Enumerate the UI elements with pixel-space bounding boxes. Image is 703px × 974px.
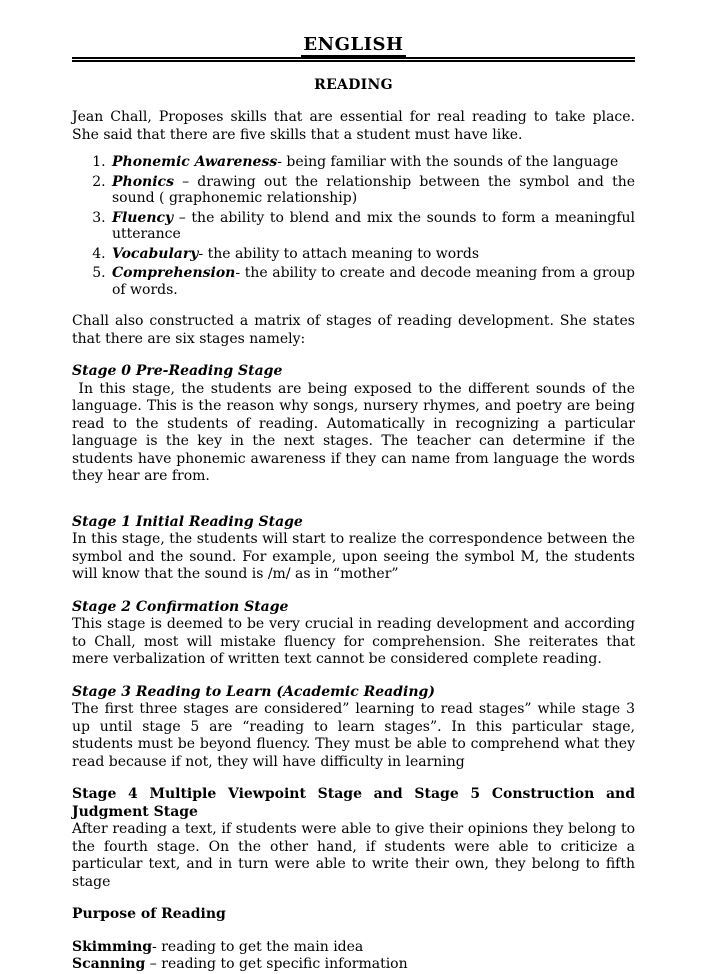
skill-term: Fluency	[112, 209, 174, 226]
stage-1-heading: Stage 1 Initial Reading Stage	[72, 513, 303, 530]
stages-intro-paragraph: Chall also constructed a matrix of stages of reading development. She states that there are six stages namely:	[72, 313, 635, 347]
skill-term: Comprehension	[112, 265, 236, 281]
purpose-items	[72, 939, 635, 974]
purpose-desc: - reading to get the main idea	[152, 938, 364, 955]
purpose-item-skimming	[72, 939, 635, 957]
stage-0-body: In this stage, the students are being exposed to the different sounds of the language. This is the reason why songs, nursery rhymes, and poetry are being read to the students of reading. Automatically in recognizing a particular language is the key in the next stages. The teacher can determine if the students have phonemic awareness if they can name from language the words they hear are from.	[72, 380, 635, 484]
stage-4-heading: Stage 4 Multiple Viewpoint Stage and Stage 5 Construction and Judgment Stage	[72, 786, 635, 820]
document-subtitle: READING	[314, 77, 393, 93]
stage-section-1	[72, 514, 635, 584]
stage-section-0	[72, 363, 635, 486]
skill-item-vocabulary	[110, 246, 635, 263]
skill-item-phonics	[110, 174, 635, 207]
purpose-desc: – reading to get specific information	[145, 956, 408, 972]
stage-2-heading: Stage 2 Confirmation Stage	[72, 598, 289, 615]
stage-3-heading: Stage 3 Reading to Learn (Academic Reading)	[72, 683, 435, 700]
skill-item-fluency	[110, 210, 635, 243]
skill-item-comprehension	[110, 265, 635, 298]
intro-paragraph: Jean Chall, Proposes skills that are essential for real reading to take place. She said that there are five skills that a student must have like.	[72, 109, 635, 143]
document-title	[72, 34, 635, 56]
skill-desc: - being familiar with the sounds of the language	[277, 154, 619, 170]
purpose-term: Scanning	[72, 956, 146, 972]
stage-section-3	[72, 684, 635, 772]
purpose-item-scanning	[72, 956, 635, 974]
stage-section-2	[72, 599, 635, 669]
skill-term: Vocabulary	[112, 245, 199, 262]
skill-term: Phonics	[112, 173, 174, 190]
stage-4-body: After reading a text, if students were able to give their opinions they belong to the fourth stage. On the other hand, if students were able to criticize a particular text, and in turn were able to write their own, they belong to fifth stage	[72, 821, 635, 890]
title-double-rule	[72, 57, 635, 62]
skill-item-phonemic-awareness	[110, 154, 635, 171]
skill-desc: – the ability to blend and mix the sounds to form a meaningful utterance	[112, 209, 635, 242]
skill-term: Phonemic Awareness	[112, 154, 278, 170]
skill-desc: – drawing out the relationship between the symbol and the sound ( graphonemic relationship)	[112, 173, 635, 206]
stage-section-4-5	[72, 786, 635, 891]
stage-0-heading: Stage 0 Pre-Reading Stage	[72, 363, 283, 379]
stage-1-body: In this stage, the students will start to realize the correspondence between the symbol and the sound. For example, upon seeing the symbol M, the students will know that the sound is /m/ as in “mother”	[72, 531, 635, 582]
skills-list	[72, 154, 635, 298]
skill-desc: - the ability to attach meaning to words	[198, 245, 480, 262]
purpose-term: Skimming	[72, 938, 153, 955]
stage-3-body: The first three stages are considered” learning to read stages” while stage 3 up until stage 5 are “reading to learn stages”. In this particular stage, students must be beyond fluency. They must be able to comprehend what they read because if not, they will have difficulty in learning	[72, 701, 635, 770]
purpose-of-reading-heading: Purpose of Reading	[72, 906, 226, 922]
stage-2-body: This stage is deemed to be very crucial in reading development and according to Chall, most will mistake fluency for comprehension. She reiterates that mere verbalization of written text cannot be considered complete reading.	[72, 616, 635, 667]
document-title-text: ENGLISH	[303, 34, 404, 55]
skill-desc: - the ability to create and decode meaning from a group of words.	[112, 265, 635, 298]
